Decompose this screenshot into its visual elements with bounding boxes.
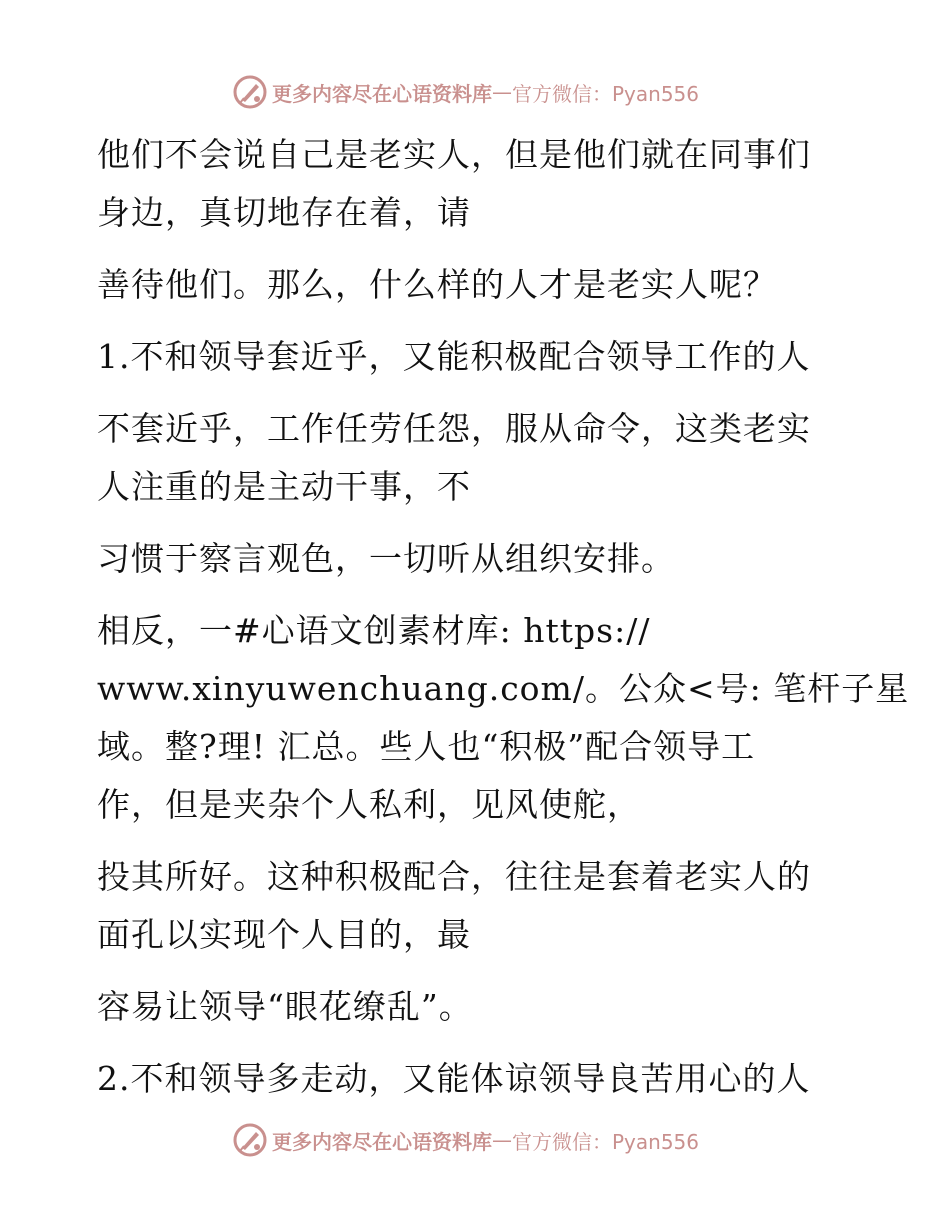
footer-watermark — [232, 1120, 699, 1160]
watermark-separator: — — [492, 1128, 512, 1152]
heading-item-1 — [97, 328, 837, 386]
document-body — [97, 126, 910, 1108]
header-watermark — [232, 72, 699, 112]
text-line: 不套近乎，工作任劳任怨，服从命令，这类老实 — [97, 409, 811, 448]
text-line: 域。整?理! 汇总。些人也“积极”配合领导工 — [97, 727, 756, 766]
text-line: 他们不会说自己是老实人，但是他们就在同事们 — [97, 135, 811, 174]
paragraph-1 — [97, 126, 837, 242]
heading-item-2 — [97, 1050, 837, 1108]
paragraph-6 — [97, 602, 910, 834]
text-line: www.xinyuwenchuang.com/。公众<号: 笔杆子星 — [97, 669, 910, 708]
watermark-title: 更多内容尽在心语资料库 — [272, 1129, 492, 1154]
text-line: 面孔以实现个人目的，最 — [97, 915, 471, 954]
text-line: 身边，真切地存在着，请 — [97, 193, 471, 232]
watermark-wechat: 官方微信：Pyan556 — [512, 81, 700, 106]
paragraph-7 — [97, 848, 837, 964]
text-line: 人注重的是主动干事，不 — [97, 467, 471, 506]
paragraph-4 — [97, 400, 837, 516]
quill-pen-logo-icon — [232, 74, 268, 110]
paragraph-8 — [97, 978, 837, 1036]
text-line: 相反，一#心语文创素材库: https:// — [97, 611, 651, 650]
text-line: 容易让领导“眼花缭乱”。 — [97, 987, 473, 1026]
watermark-separator: — — [492, 80, 512, 104]
watermark-title: 更多内容尽在心语资料库 — [272, 81, 492, 106]
watermark-wechat: 官方微信：Pyan556 — [512, 1129, 700, 1154]
quill-pen-logo-icon — [232, 1122, 268, 1158]
paragraph-2 — [97, 256, 837, 314]
text-line: 1.不和领导套近乎，又能积极配合领导工作的人 — [97, 337, 811, 376]
text-line: 作，但是夹杂个人私利，见风使舵， — [97, 785, 641, 824]
text-line: 习惯于察言观色，一切听从组织安排。 — [97, 539, 675, 578]
paragraph-5 — [97, 530, 837, 588]
text-line: 投其所好。这种积极配合，往往是套着老实人的 — [97, 857, 811, 896]
text-line: 善待他们。那么，什么样的人才是老实人呢？ — [97, 265, 777, 304]
text-line: 2.不和领导多走动，又能体谅领导良苦用心的人 — [97, 1059, 811, 1098]
